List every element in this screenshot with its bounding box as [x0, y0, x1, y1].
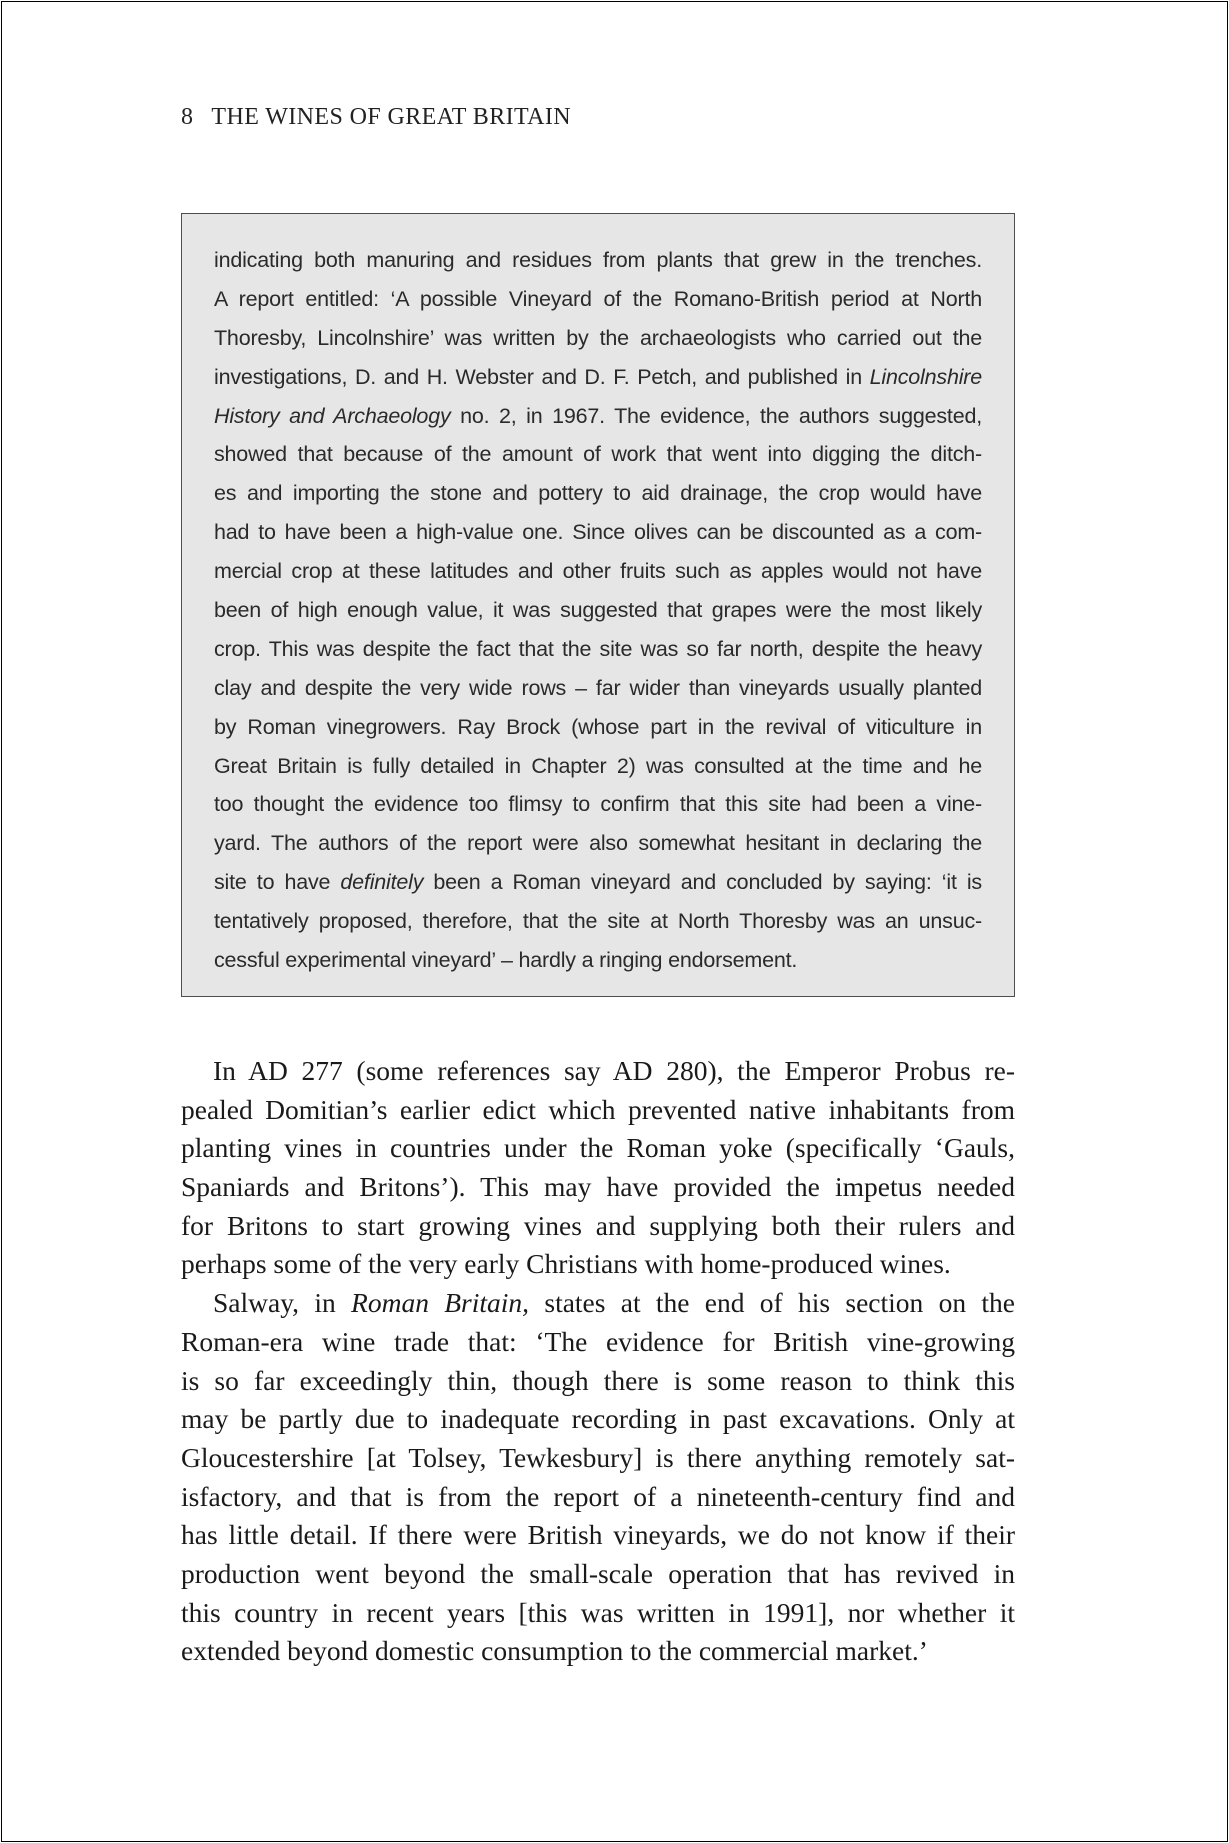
box-line: es and importing the stone and pottery to aid drainage, the crop would have [214, 481, 982, 506]
body-line: In AD 277 (some references say AD 280), the Emperor Probus re- [213, 1055, 1015, 1086]
body-line: is so far exceedingly thin, though there is some reason to think this [181, 1364, 1015, 1396]
box-line: mercial crop at these latitudes and other fruits such as apples would not have [214, 559, 982, 584]
box-line: clay and despite the very wide rows – far wider than vineyards usually planted [214, 675, 982, 700]
body-line: planting vines in countries under the Roman yoke (specifically ‘Gauls, [181, 1132, 1015, 1164]
box-line: had to have been a high-value one. Since olives can be discounted as a com- [214, 520, 982, 545]
body-line-text: Salway, in [213, 1287, 352, 1319]
box-line: by Roman vinegrowers. Ray Brock (whose part in the revival of viticulture in [214, 714, 982, 739]
body-line: perhaps some of the very early Christians with home-produced wines. [181, 1248, 951, 1280]
box-line: A report entitled: ‘A possible Vineyard of the Romano-British period at North [214, 286, 982, 311]
box-line: indicating both manuring and residues from plants that grew in the trenches. [214, 248, 982, 272]
box-line: Great Britain is fully detailed in Chapter 2) was consulted at the time and he [214, 753, 982, 778]
body-line: extended beyond domestic consumption to the commercial market.’ [181, 1635, 928, 1667]
body-text [181, 1052, 1015, 1671]
box-line: Thoresby, Lincolnshire’ was written by the archaeologists who carried out the [214, 325, 982, 350]
box-line [214, 397, 982, 436]
journal-title-italic: History and Archaeology [214, 403, 451, 428]
body-line: Gloucestershire [at Tolsey, Tewkesbury] is there anything remotely sat- [181, 1441, 1015, 1473]
box-line [214, 358, 982, 397]
box-line-text: been a Roman vineyard and concluded by saying: ‘it is [423, 870, 982, 895]
box-line: crop. This was despite the fact that the site was so far north, despite the heavy [214, 636, 982, 661]
body-line: for Britons to start growing vines and supplying both their rulers and [181, 1209, 1015, 1241]
body-line: pealed Domitian’s earlier edict which prevented native inhabitants from [181, 1093, 1015, 1125]
box-line-text: site to have [214, 870, 341, 895]
body-line: Roman-era wine trade that: ‘The evidence for British vine-growing [181, 1325, 1015, 1357]
emphasis-italic: definitely [340, 870, 424, 895]
body-line: production went beyond the small-scale operation that has revived in [181, 1557, 1015, 1589]
box-line: too thought the evidence too flimsy to confirm that this site had been a vine- [214, 792, 982, 817]
box-line: tentatively proposed, therefore, that the site at North Thoresby was an unsuc- [214, 909, 982, 934]
body-line: isfactory, and that is from the report of a nineteenth-century find and [181, 1480, 1015, 1512]
sidebar-box [181, 213, 1015, 997]
box-line-text: investigations, D. and H. Webster and D. F. Petch, and published in [214, 364, 870, 389]
page-number: 8 [181, 104, 194, 130]
box-line: cessful experimental vineyard’ – hardly a ringing endorsement. [214, 948, 798, 973]
box-line [214, 863, 982, 902]
running-title: THE WINES OF GREAT BRITAIN [211, 104, 571, 130]
body-line: has little detail. If there were British vineyards, we do not know if their [181, 1519, 1015, 1551]
box-line: showed that because of the amount of work that went into digging the ditch- [214, 442, 982, 467]
body-line [181, 1284, 1015, 1323]
body-line: may be partly due to inadequate recording in past excavations. Only at [181, 1403, 1015, 1435]
box-line: been of high enough value, it was suggested that grapes were the most likely [214, 598, 982, 623]
body-line: Spaniards and Britons’). This may have provided the impetus needed [181, 1171, 1015, 1203]
book-title-italic: Roman Britain, [351, 1287, 530, 1319]
box-line: yard. The authors of the report were also somewhat hesitant in declaring the [214, 831, 982, 856]
box-line-text: no. 2, in 1967. The evidence, the authors suggested, [450, 403, 982, 428]
running-head [181, 104, 571, 131]
body-line: this country in recent years [this was written in 1991], nor whether it [181, 1596, 1015, 1628]
journal-title-italic: Lincolnshire [869, 364, 982, 389]
body-line-text: states at the end of his section on the [529, 1287, 1015, 1319]
